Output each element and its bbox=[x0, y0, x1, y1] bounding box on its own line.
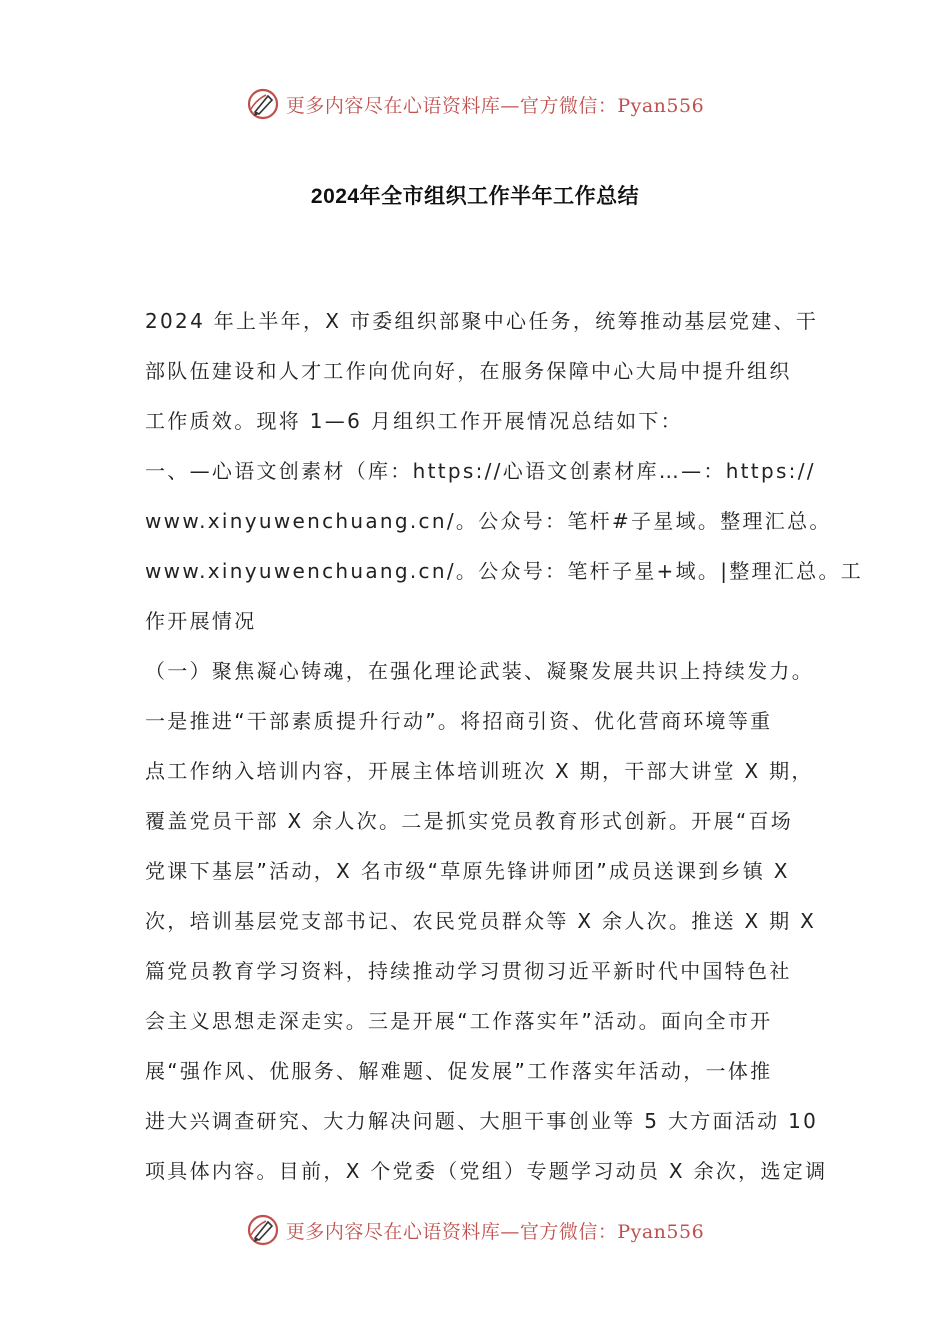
pen-nib-logo-icon bbox=[246, 1213, 280, 1247]
body-line: 2024 年上半年，X 市委组织部聚中心任务，统筹推动基层党建、干 bbox=[145, 309, 819, 333]
body-line: 次，培训基层党支部书记、农民党员群众等 X 余人次。推送 X 期 X bbox=[145, 909, 817, 933]
body-line: 项具体内容。目前，X 个党委（党组）专题学习动员 X 余次，选定调 bbox=[145, 1159, 828, 1183]
body-line: www.xinyuwenchuang.cn/。公众号：笔杆#子星域。整理汇总。 bbox=[145, 509, 832, 533]
body-line: 党课下基层”活动，X 名市级“草原先锋讲师团”成员送课到乡镇 X bbox=[145, 859, 790, 883]
body-line: 覆盖党员干部 X 余人次。二是抓实党员教育形式创新。开展“百场 bbox=[145, 809, 794, 833]
body-line: 一、—心语文创素材（库：https://心语文创素材库…—：https:// bbox=[145, 459, 816, 483]
document-body bbox=[145, 296, 864, 1196]
body-line: 一是推进“干部素质提升行动”。将招商引资、优化营商环境等重 bbox=[145, 709, 773, 733]
footer-watermark bbox=[0, 1210, 950, 1250]
body-line: www.xinyuwenchuang.cn/。公众号：笔杆子星+域。|整理汇总。工 bbox=[145, 559, 864, 583]
header-watermark bbox=[0, 84, 950, 124]
body-line: 进大兴调查研究、大力解决问题、大胆干事创业等 5 大方面活动 10 bbox=[145, 1109, 819, 1133]
body-line: 工作质效。现将 1—6 月组织工作开展情况总结如下： bbox=[145, 409, 683, 433]
document-title: 2024年全市组织工作半年工作总结 bbox=[310, 185, 640, 208]
pen-nib-logo-icon bbox=[246, 87, 280, 121]
body-line: 点工作纳入培训内容，开展主体培训班次 X 期，干部大讲堂 X 期， bbox=[145, 759, 814, 783]
body-line: 会主义思想走深走实。三是开展“工作落实年”活动。面向全市开 bbox=[145, 1009, 773, 1033]
body-line: 篇党员教育学习资料，持续推动学习贯彻习近平新时代中国特色社 bbox=[145, 959, 792, 983]
body-line: 部队伍建设和人才工作向优向好，在服务保障中心大局中提升组织 bbox=[145, 359, 792, 383]
body-line: （一）聚焦凝心铸魂，在强化理论武装、凝聚发展共识上持续发力。 bbox=[145, 659, 814, 683]
body-line: 作开展情况 bbox=[145, 609, 257, 633]
body-line: 展“强作风、优服务、解难题、促发展”工作落实年活动，一体推 bbox=[145, 1059, 773, 1083]
watermark-text: 更多内容尽在心语资料库—官方微信：Pyan556 bbox=[285, 1220, 705, 1243]
watermark-text: 更多内容尽在心语资料库—官方微信：Pyan556 bbox=[285, 94, 705, 117]
